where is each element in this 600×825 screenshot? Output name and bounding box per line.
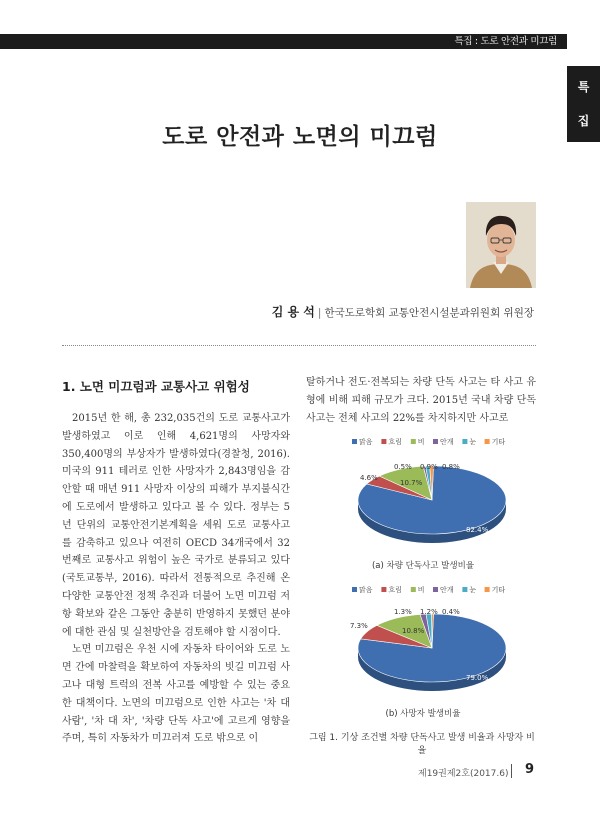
data-label: 82.4% xyxy=(466,526,489,534)
legend-swatch xyxy=(381,439,386,444)
pie-chart-b xyxy=(306,582,536,722)
chart-caption: (b) 사망자 발생비율 xyxy=(385,709,461,719)
legend-swatch xyxy=(433,587,438,592)
legend-swatch xyxy=(381,587,386,592)
legend-swatch xyxy=(352,439,357,444)
legend-swatch xyxy=(462,439,467,444)
data-label: 7.3% xyxy=(350,622,368,630)
article-title: 도로 안전과 노면의 미끄럼 xyxy=(162,124,438,150)
legend-label: 맑음 xyxy=(359,438,373,446)
data-label: 0.8% xyxy=(442,463,460,471)
legend-swatch xyxy=(411,439,416,444)
author-separator: | xyxy=(317,307,322,319)
section-heading: 1. 노면 미끄럼과 교통사고 위험성 xyxy=(62,379,250,394)
legend-label: 눈 xyxy=(469,586,477,594)
legend-swatch xyxy=(462,587,467,592)
legend-label: 기타 xyxy=(491,586,506,594)
paragraph: 탈하거나 전도·전복되는 차량 단독 사고는 타 사고 유형에 비해 피해 규모가 크다. 2015년 국내 차량 단독사고는 전체 사고의 22%를 차지하지만 사고로 xyxy=(306,377,536,424)
legend-swatch xyxy=(485,439,490,444)
header-bar xyxy=(0,34,567,49)
side-tab-char-2: 집 xyxy=(577,114,590,128)
paragraph: 2015년 한 해, 총 232,035건의 도로 교통사고가 발생하였고 이로 인해 4,621명의 사망자와 350,400명의 부상자가 발생하였다(경찰청, 2016). 미국의 911 테러로 인한 사망자가 2,843명임을 감안할 때 매년 911 사망자 이상의 피해가 부지불식간에 도로에서 발생하고 있다고 볼 수 있다. 정부는 5년 단위의 교통안전기본계획을 세워 도로 교통사고를 감축하고 있으나 여전히 OECD 34개국에서 32번째로 교통사고 위험이 높은 국가로 분류되고 있다(국토교통부, 2016). 따라서 전통적으로 추진해 온 다양한 교통안전 정책 추진과 더불어 노면 미끄럼 저항 확보와 같은 그동안 충분히 반영하지 못했던 분야에 대한 관심 및 실천방안을 검토해야 할 시점이다. xyxy=(62,413,290,638)
body-left-column xyxy=(62,410,290,748)
legend-label: 기타 xyxy=(491,438,506,446)
figure-caption: 그림 1. 기상 조건별 차량 단독사고 발생 비율과 사망자 비율 xyxy=(309,733,535,756)
legend-label: 안개 xyxy=(440,438,454,446)
pie-svg xyxy=(306,434,536,574)
body-right-column xyxy=(306,374,536,427)
data-label: 1.2% xyxy=(420,608,438,616)
data-label: 0.5% xyxy=(394,463,412,471)
legend-label: 비 xyxy=(417,438,425,446)
footer-divider xyxy=(511,764,512,778)
data-label: 4.6% xyxy=(360,474,378,482)
side-tab-char-1: 특 xyxy=(577,80,590,94)
legend-label: 안개 xyxy=(440,586,454,594)
pie-chart-a xyxy=(306,434,536,574)
author-affiliation: 한국도로학회 교통안전시설분과위원회 위원장 xyxy=(324,307,534,319)
data-label: 0.9% xyxy=(420,463,438,471)
legend-swatch xyxy=(352,587,357,592)
legend-label: 흐림 xyxy=(388,586,402,594)
legend-label: 흐림 xyxy=(388,438,402,446)
author-line xyxy=(272,303,534,320)
chart-caption: (a) 차량 단독사고 발생비율 xyxy=(371,561,475,571)
data-label: 0.4% xyxy=(442,608,460,616)
divider xyxy=(62,345,536,346)
data-label: 79.0% xyxy=(466,674,489,682)
data-label: 10.8% xyxy=(402,627,425,635)
paragraph: 노면 미끄럼은 우천 시에 자동차 타이어와 도로 노면 간에 마찰력을 확보하여 자동차의 빗길 미끄럼 사고나 대형 트럭의 전복 사고를 예방할 수 있는 중요한 대책이다. 노면의 미끄럼으로 인한 사고는 '차 대 사람', '차 대 차', '차량 단독 사고'에 고르게 영향을 주며, 특히 자동차가 미끄러져 도로 밖으로 이 xyxy=(62,644,290,745)
data-label: 1.3% xyxy=(394,608,412,616)
legend-label: 비 xyxy=(417,586,425,594)
legend-swatch xyxy=(485,587,490,592)
legend-swatch xyxy=(411,587,416,592)
author-name: 김 용 석 xyxy=(271,305,315,319)
page-number: 9 xyxy=(525,762,535,777)
legend-label: 눈 xyxy=(469,438,477,446)
footer-issue: 제19권제2호(2017.6) xyxy=(418,769,509,779)
legend-label: 맑음 xyxy=(359,586,373,594)
pie-svg xyxy=(306,582,536,722)
legend-swatch xyxy=(433,439,438,444)
data-label: 10.7% xyxy=(400,479,423,487)
section-label: 특집 : 도로 안전과 미끄럼 xyxy=(454,36,557,47)
author-portrait xyxy=(466,202,536,288)
